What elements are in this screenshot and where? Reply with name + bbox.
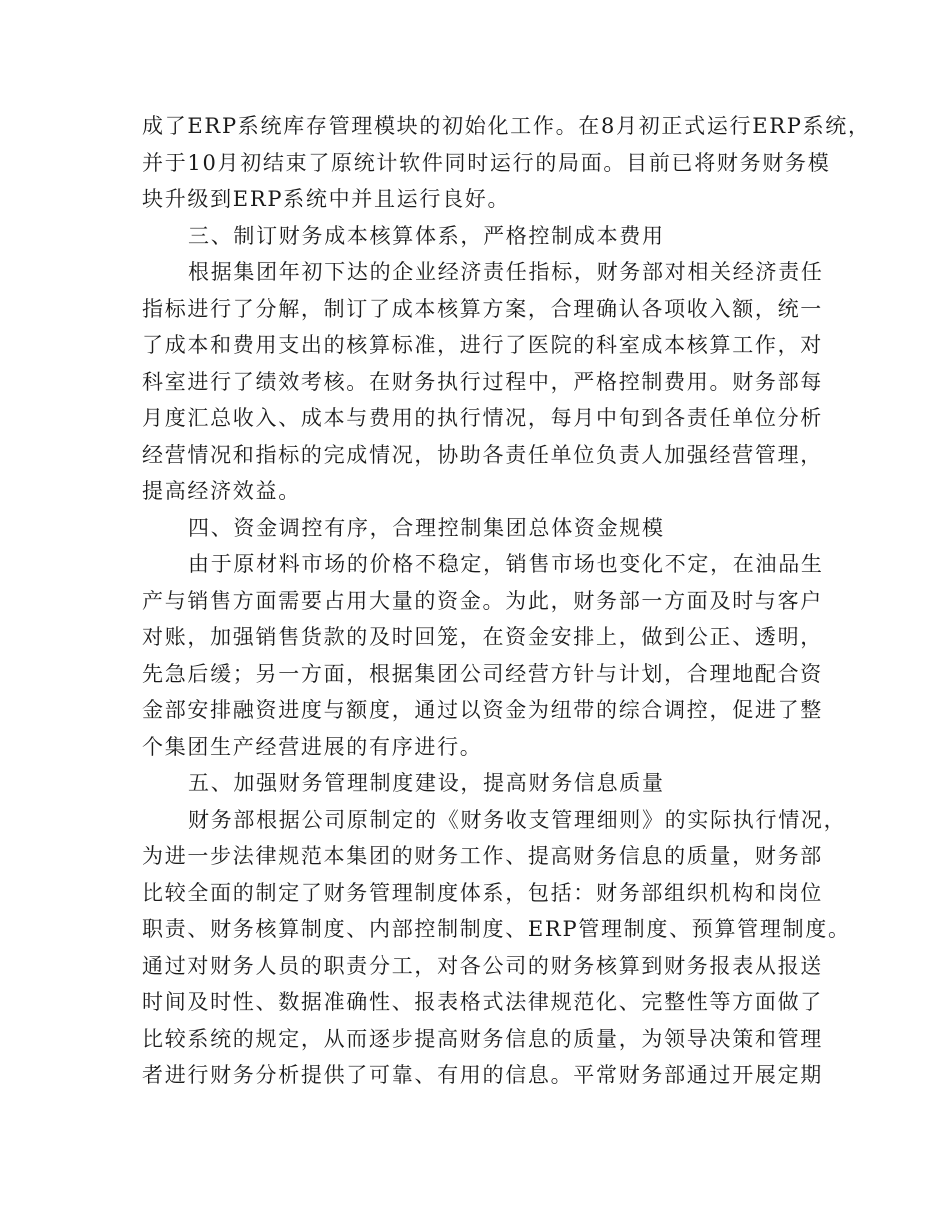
paragraph-start-line: 财务部根据公司原制定的《财务收支管理细则》的实际执行情况， [188,807,847,832]
text-line: 个集团生产经营进展的有序进行。 [142,734,483,759]
text-line: 金部安排融资进度与额度，通过以资金为纽带的综合调控，促进了整 [142,698,823,722]
text-line: 通过对财务人员的职责分工，对各公司的财务核算到财务报表从报送 [142,953,823,978]
text-line: 月度汇总收入、成本与费用的执行情况，每月中旬到各责任单位分析 [142,406,823,430]
text-line: 提高经济效益。 [142,479,301,503]
document-body [142,108,871,1094]
text-line: 经营情况和指标的完成情况，协助各责任单位负责人加强经营管理， [142,442,823,467]
paragraph-start-line: 由于原材料市场的价格不稳定，销售市场也变化不定，在油品生 [188,552,824,576]
text-line: 产与销售方面需要占用大量的资金。为此，财务部一方面及时与客户 [142,588,823,613]
text-line: 比较系统的规定，从而逐步提高财务信息的质量，为领导决策和管理 [142,1026,823,1051]
paragraph-start-line: 五、加强财务管理制度建设，提高财务信息质量 [188,771,665,795]
text-line: 了成本和费用支出的核算标准，进行了医院的科室成本核算工作，对 [142,333,823,357]
paragraph-start-line: 四、资金调控有序，合理控制集团总体资金规模 [188,515,665,540]
text-line: 先急后缓；另一方面，根据集团公司经营方针与计划，合理地配合资 [142,661,823,686]
text-line: 比较全面的制定了财务管理制度体系，包括：财务部组织机构和岗位 [142,880,823,905]
text-line: 为进一步法律规范本集团的财务工作、提高财务信息的质量，财务部 [142,844,823,868]
text-line: 职责、财务核算制度、内部控制制度、ERP管理制度、预算管理制度。 [142,917,851,941]
text-line: 块升级到ERP系统中并且运行良好。 [142,187,511,211]
text-line: 科室进行了绩效考核。在财务执行过程中，严格控制费用。财务部每 [142,369,823,394]
text-line: 并于10月初结束了原统计软件同时运行的局面。目前已将财务财务模 [142,150,831,175]
paragraph-start-line: 三、制订财务成本核算体系，严格控制成本费用 [188,223,665,248]
text-line: 指标进行了分解，制订了成本核算方案，合理确认各项收入额，统一 [142,296,823,321]
text-line: 成了ERP系统库存管理模块的初始化工作。在8月初正式运行ERP系统， [142,114,871,138]
text-line: 对账，加强销售货款的及时回笼，在资金安排上，做到公正、透明， [142,625,823,649]
text-line: 时间及时性、数据准确性、报表格式法律规范化、完整性等方面做了 [142,990,823,1014]
paragraph-start-line: 根据集团年初下达的企业经济责任指标，财务部对相关经济责任 [188,260,824,284]
text-line: 者进行财务分析提供了可靠、有用的信息。平常财务部通过开展定期 [142,1063,823,1087]
